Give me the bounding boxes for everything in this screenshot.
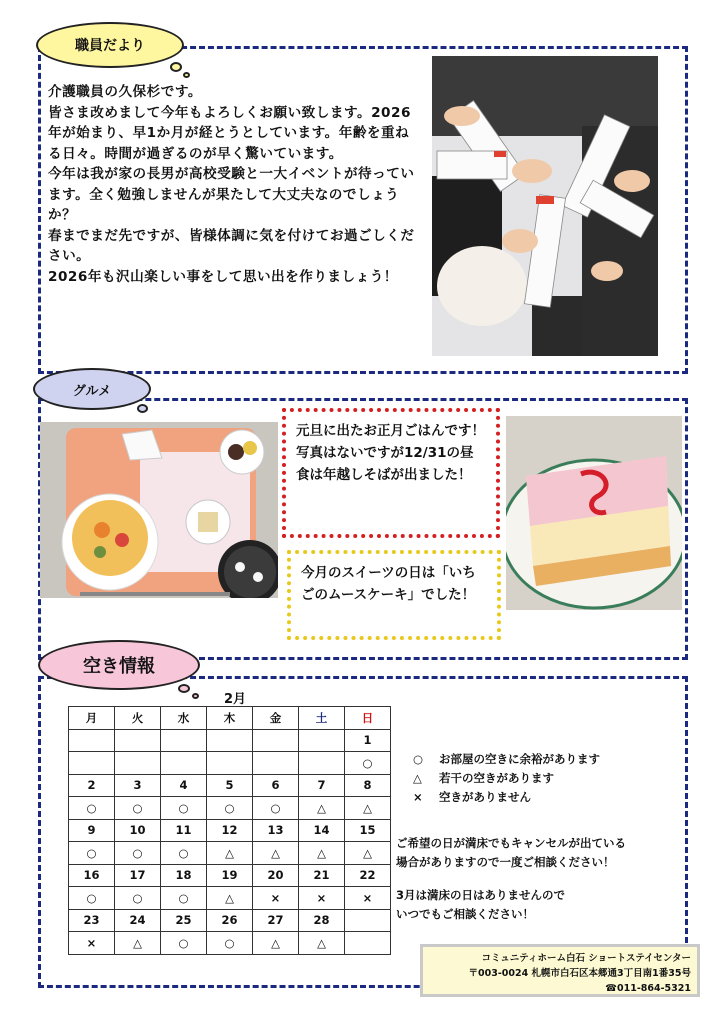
calendar-date: 22 [345,864,391,887]
vacancy-mark: × [345,887,391,910]
cloud-tail-dot [192,693,199,699]
vacancy-title-cloud [38,640,200,690]
vacancy-mark [69,752,115,775]
vacancy-mark [299,752,345,775]
legend-item [413,769,600,788]
legend-text: 空きがありません [439,790,531,804]
weekday-wed: 水 [161,707,207,730]
new-year-text-box [282,408,500,538]
staff-title: 職員だより [75,38,145,54]
facility-address: 〒003-0024 札幌市白石区本郷通3丁目南1番35号 [468,968,691,979]
calendar-date: 21 [299,864,345,887]
vacancy-mark: × [253,887,299,910]
legend-item [413,750,600,769]
legend-text: お部屋の空きに余裕があります [439,752,600,766]
calendar-date-row [69,729,391,752]
contact-box [420,944,700,997]
cloud-tail-dot [178,684,190,693]
calendar-date-row [69,774,391,797]
weekday-tue: 火 [115,707,161,730]
vacancy-mark: × [69,932,115,955]
note-line: 3月は満床の日はありませんので [396,888,565,902]
calendar-mark-row [69,887,391,910]
calendar-date [299,729,345,752]
staff-paragraph: 今年は我が家の長男が高校受験と一大イベントが待っています。全く勉強しませんが果たして大丈夫なのでしょうか？ [48,166,415,223]
calendar-date: 7 [299,774,345,797]
vacancy-mark: △ [345,797,391,820]
calendar-date: 9 [69,819,115,842]
vacancy-mark: ○ [161,887,207,910]
march-note [396,886,565,924]
legend-symbol: ○ [413,752,424,766]
calendar-date: 5 [207,774,253,797]
calendar-date: 6 [253,774,299,797]
cancellation-note [396,834,626,872]
calendar-date: 3 [115,774,161,797]
calendar-date-row [69,819,391,842]
calendar-date: 19 [207,864,253,887]
staff-paragraph: 介護職員の久保杉です。 [48,84,202,100]
weekday-mon: 月 [69,707,115,730]
vacancy-mark: ○ [253,797,299,820]
vacancy-legend [413,750,600,807]
calendar-date [161,729,207,752]
staff-photo-tickets [432,56,658,356]
calendar-date: 16 [69,864,115,887]
note-line: いつでもご相談ください！ [396,907,534,921]
new-year-text: 元旦に出たお正月ごはんです！写真はないですが12/31の昼食は年越しそばが出ました！ [296,423,485,483]
sweets-text-box [287,550,501,640]
calendar-date: 25 [161,909,207,932]
weekday-fri: 金 [253,707,299,730]
calendar-date [253,729,299,752]
strawberry-mousse-photo [506,416,682,610]
calendar-date [345,909,391,932]
cloud-tail-dot [170,62,182,72]
legend-text: 若干の空きがあります [439,771,554,785]
calendar-date: 26 [207,909,253,932]
facility-phone: ☎011-864-5321 [605,983,691,994]
legend-symbol: △ [413,771,422,785]
calendar-date-row [69,864,391,887]
vacancy-mark: ○ [115,842,161,865]
calendar-date-row [69,909,391,932]
gourmet-title-cloud [33,368,151,410]
staff-message [48,82,420,287]
calendar-date: 8 [345,774,391,797]
calendar-date: 2 [69,774,115,797]
calendar-weekday-row [69,707,391,730]
vacancy-mark [161,752,207,775]
legend-item [413,788,600,807]
note-line: ご希望の日が満床でもキャンセルが出ている [396,836,626,850]
vacancy-mark [207,752,253,775]
vacancy-mark [345,932,391,955]
vacancy-mark: △ [299,932,345,955]
calendar-mark-row [69,932,391,955]
weekday-sun: 日 [345,707,391,730]
legend-symbol: × [413,790,423,804]
vacancy-mark: ○ [345,752,391,775]
calendar-date [115,729,161,752]
staff-title-cloud [36,22,184,68]
calendar-month: 2月 [224,692,247,707]
calendar-date: 24 [115,909,161,932]
vacancy-mark: △ [207,842,253,865]
vacancy-mark: ○ [69,842,115,865]
calendar-mark-row [69,842,391,865]
gourmet-title: グルメ [72,383,112,399]
calendar-date: 20 [253,864,299,887]
vacancy-mark: × [299,887,345,910]
vacancy-mark: △ [207,887,253,910]
calendar-date: 12 [207,819,253,842]
calendar-date: 17 [115,864,161,887]
vacancy-mark: △ [115,932,161,955]
weekday-sat: 土 [299,707,345,730]
calendar-date [207,729,253,752]
calendar-date: 27 [253,909,299,932]
vacancy-mark [115,752,161,775]
vacancy-mark: △ [299,842,345,865]
vacancy-mark: ○ [207,797,253,820]
staff-paragraph: 2026年も沢山楽しい事をして思い出を作りましょう！ [48,268,398,285]
vacancy-calendar [68,706,391,955]
facility-name: コミュニティホーム白石 ショートステイセンター [481,953,691,964]
calendar-date: 28 [299,909,345,932]
calendar-date: 18 [161,864,207,887]
vacancy-mark: ○ [115,797,161,820]
sweets-text: 今月のスイーツの日は「いちごのムースケーキ」でした！ [301,565,476,603]
calendar-date: 15 [345,819,391,842]
calendar-date: 13 [253,819,299,842]
vacancy-mark: ○ [161,842,207,865]
note-line: 場合がありますので一度ご相談ください！ [396,855,615,869]
vacancy-mark: △ [345,842,391,865]
calendar-date: 10 [115,819,161,842]
vacancy-mark: ○ [161,932,207,955]
calendar-date: 11 [161,819,207,842]
cloud-tail-dot [137,404,148,413]
vacancy-mark: ○ [69,797,115,820]
calendar-date: 1 [345,729,391,752]
calendar-mark-row [69,797,391,820]
calendar-date: 14 [299,819,345,842]
vacancy-mark: △ [253,932,299,955]
vacancy-mark: ○ [115,887,161,910]
vacancy-mark: ○ [207,932,253,955]
cloud-tail-dot [183,72,190,78]
vacancy-mark: △ [253,842,299,865]
staff-paragraph: 皆さま改めまして今年もよろしくお願い致します。2026年が始まり、早1か月が経とうとしています。年齢を重ねる日々。時間が過ぎるのが早く驚いています。 [48,104,411,162]
vacancy-mark: △ [299,797,345,820]
vacancy-mark: ○ [161,797,207,820]
vacancy-title: 空き情報 [83,656,155,677]
calendar-date: 4 [161,774,207,797]
staff-paragraph: 春までまだ先ですが、皆様体調に気を付けてお過ごしください。 [48,227,415,264]
new-year-meal-photo [40,422,278,598]
weekday-thu: 木 [207,707,253,730]
calendar-date: 23 [69,909,115,932]
vacancy-mark [253,752,299,775]
vacancy-mark: ○ [69,887,115,910]
calendar-date [69,729,115,752]
calendar-mark-row [69,752,391,775]
